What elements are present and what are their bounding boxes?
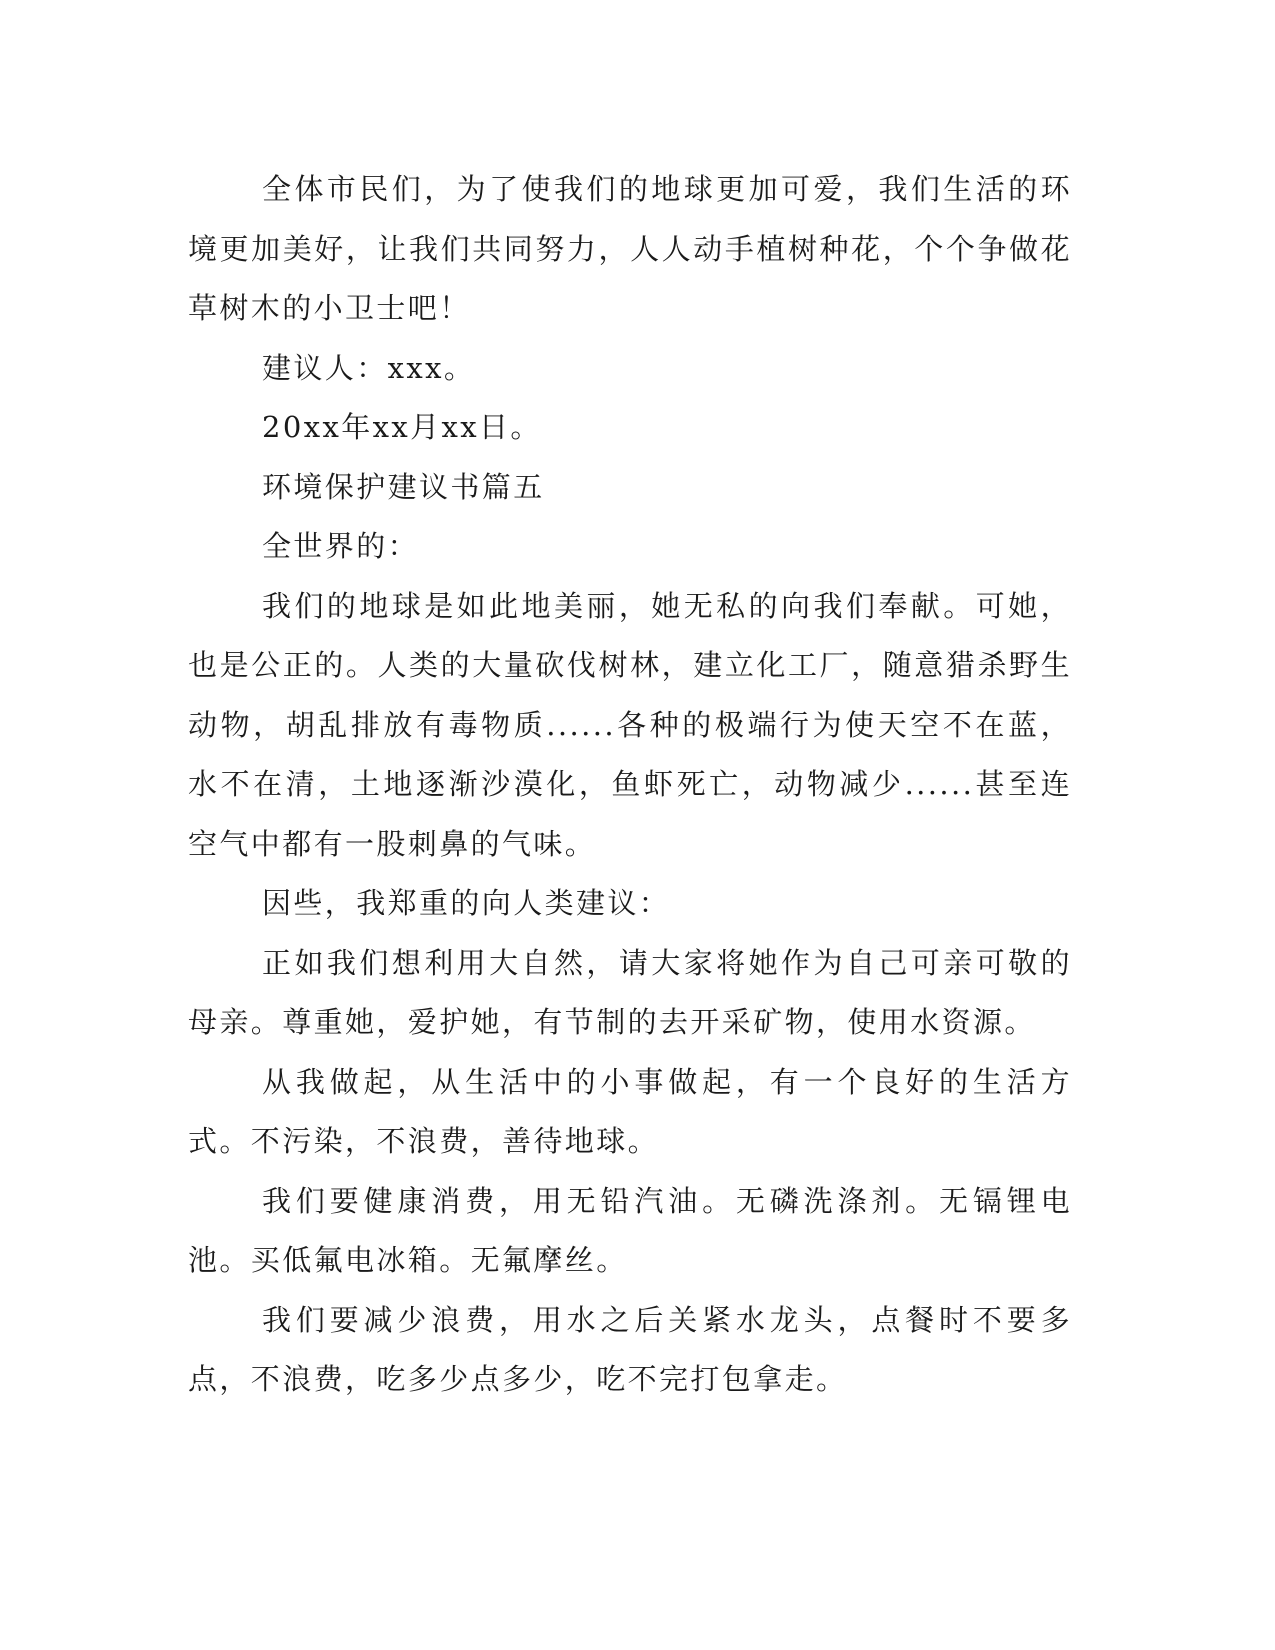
section-heading: 环境保护建议书篇五 [262, 469, 545, 504]
paragraph-earth-description: 我们的地球是如此地美丽，她无私的向我们奉献。可她，也是公正的。人类的大量砍伐树林，建立化工厂，随意猎杀野生动物，胡乱排放有毒物质......各种的极端行为使天空不在蓝，水不在清，土地逐渐沙漠化，鱼虾死亡，动物减少......甚至连空气中都有一股刺鼻的气味。 [188, 588, 1072, 861]
paragraph-healthy-consumption: 我们要健康消费，用无铅汽油。无磷洗涤剂。无镉锂电池。买低氟电冰箱。无氟摩丝。 [188, 1183, 1072, 1277]
paragraph-proposal-intro: 因些，我郑重的向人类建议： [262, 886, 671, 920]
paragraph-respect-nature: 正如我们想利用大自然，请大家将她作为自己可亲可敬的母亲。尊重她，爱护她，有节制的去开采矿物，使用水资源。 [188, 945, 1072, 1039]
paragraph-start-with-me: 从我做起，从生活中的小事做起，有一个良好的生活方式。不污染，不浪费，善待地球。 [188, 1064, 1072, 1158]
paragraph-proposer: 建议人：xxx。 [262, 350, 476, 385]
paragraph-reduce-waste: 我们要减少浪费，用水之后关紧水龙头，点餐时不要多点，不浪费，吃多少点多少，吃不完打包拿走。 [188, 1302, 1072, 1396]
paragraph-salutation: 全世界的： [262, 529, 420, 563]
paragraph-closing-appeal: 全体市民们，为了使我们的地球更加可爱，我们生活的环境更加美好，让我们共同努力，人人动手植树种花，个个争做花草树木的小卫士吧！ [188, 172, 1072, 325]
paragraph-date: 20xx年xx月xx日。 [262, 410, 542, 444]
document-body [188, 160, 1072, 1410]
